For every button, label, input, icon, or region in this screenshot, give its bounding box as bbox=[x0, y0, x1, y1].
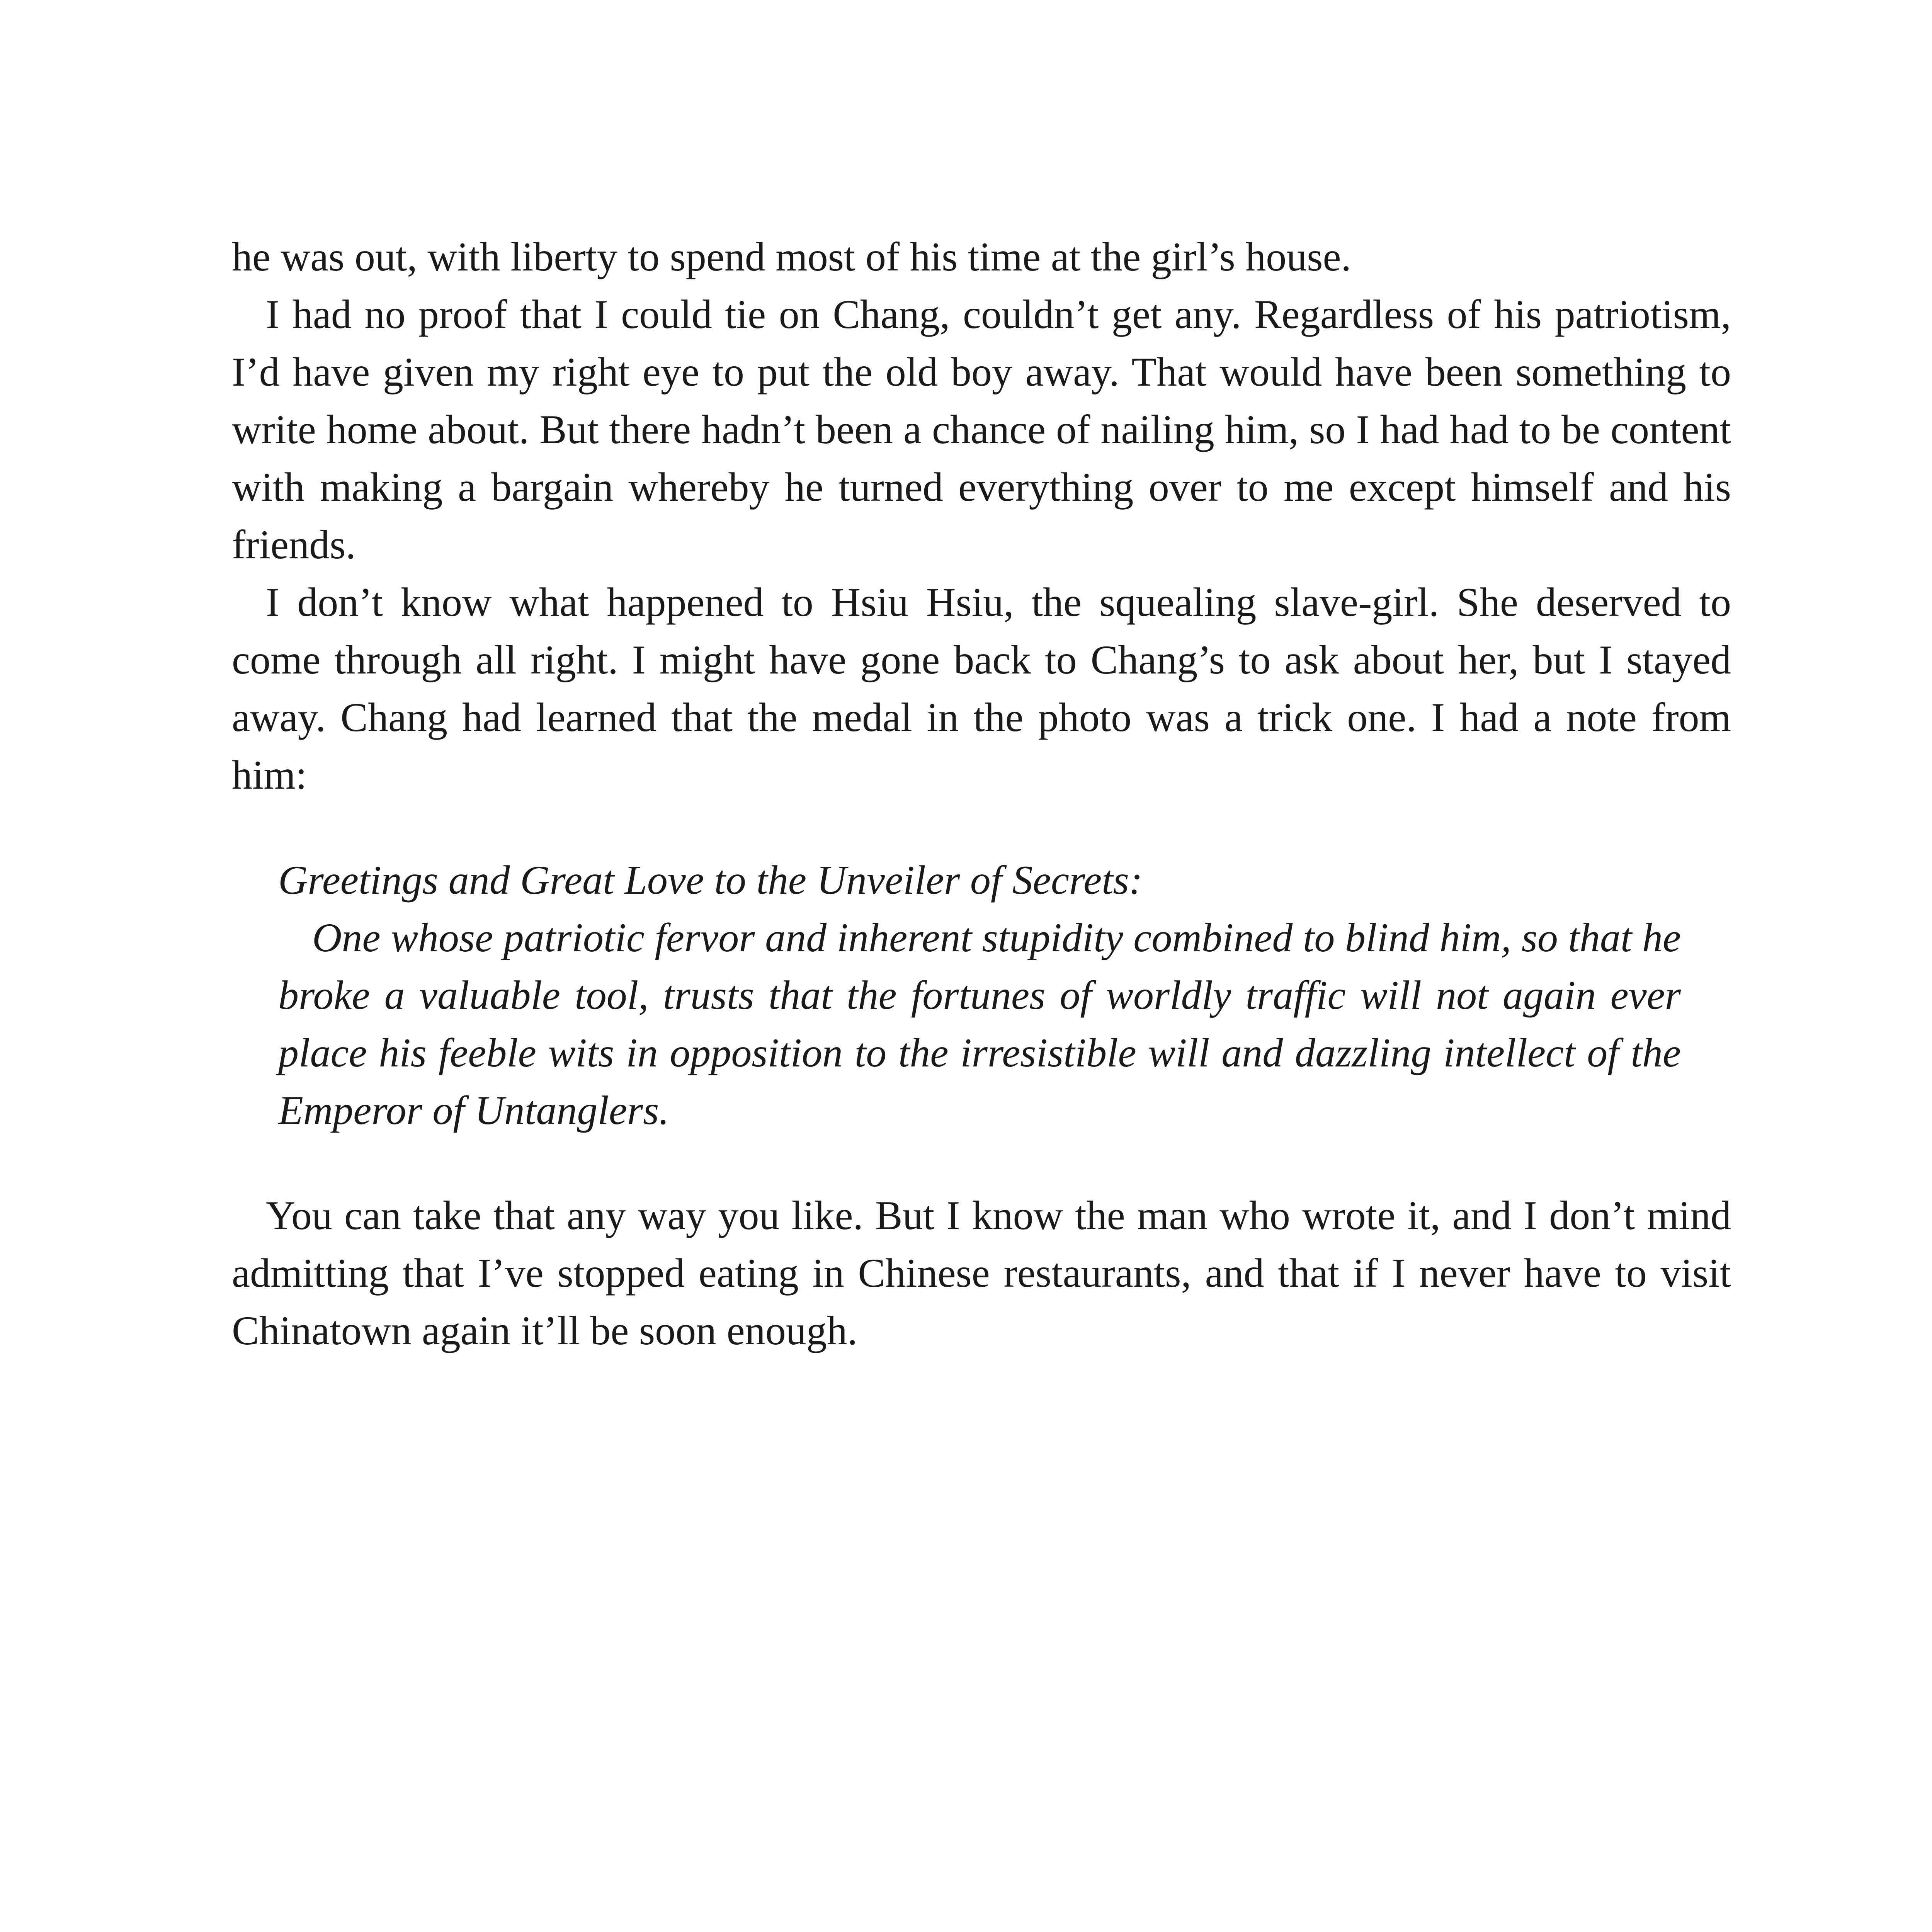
paragraph-hsiu-hsiu: I don’t know what happened to Hsiu Hsiu, the squealing slave-girl. She deserved to come through all right. I might have gone back to Chang’s to ask about her, but I stayed away. Chang had learned that the medal in the photo was a trick one. I had a note from him: bbox=[232, 580, 1731, 798]
quoted-letter bbox=[278, 851, 1681, 1139]
letter-body: One whose patriotic fervor and inherent stupidity combined to blind him, so that he broke a valuable tool, trusts that the fortunes of worldly traffic will not again ever place his feeble wits in opposition to the irresistible will and dazzling intellect of the Emperor of Untanglers. bbox=[278, 915, 1681, 1133]
page-content bbox=[232, 228, 1731, 1359]
paragraph-continuation: he was out, with liberty to spend most of his time at the girl’s house. bbox=[232, 234, 1351, 279]
paragraph-closing: You can take that any way you like. But I know the man who wrote it, and I don’t mind admitting that I’ve stopped eating in Chinese restaurants, and that if I never have to visit Chinatown again it’ll be soon enough. bbox=[232, 1193, 1731, 1353]
letter-greeting: Greetings and Great Love to the Unveiler of Secrets: bbox=[278, 857, 1143, 903]
paragraph-chang-proof: I had no proof that I could tie on Chang, couldn’t get any. Regardless of his patriotism, I’d have given my right eye to put the old boy away. That would have been something to write home about. But there hadn’t been a chance of nailing him, so I had had to be content with making a bargain whereby he turned everything over to me except himself and his friends. bbox=[232, 292, 1731, 567]
